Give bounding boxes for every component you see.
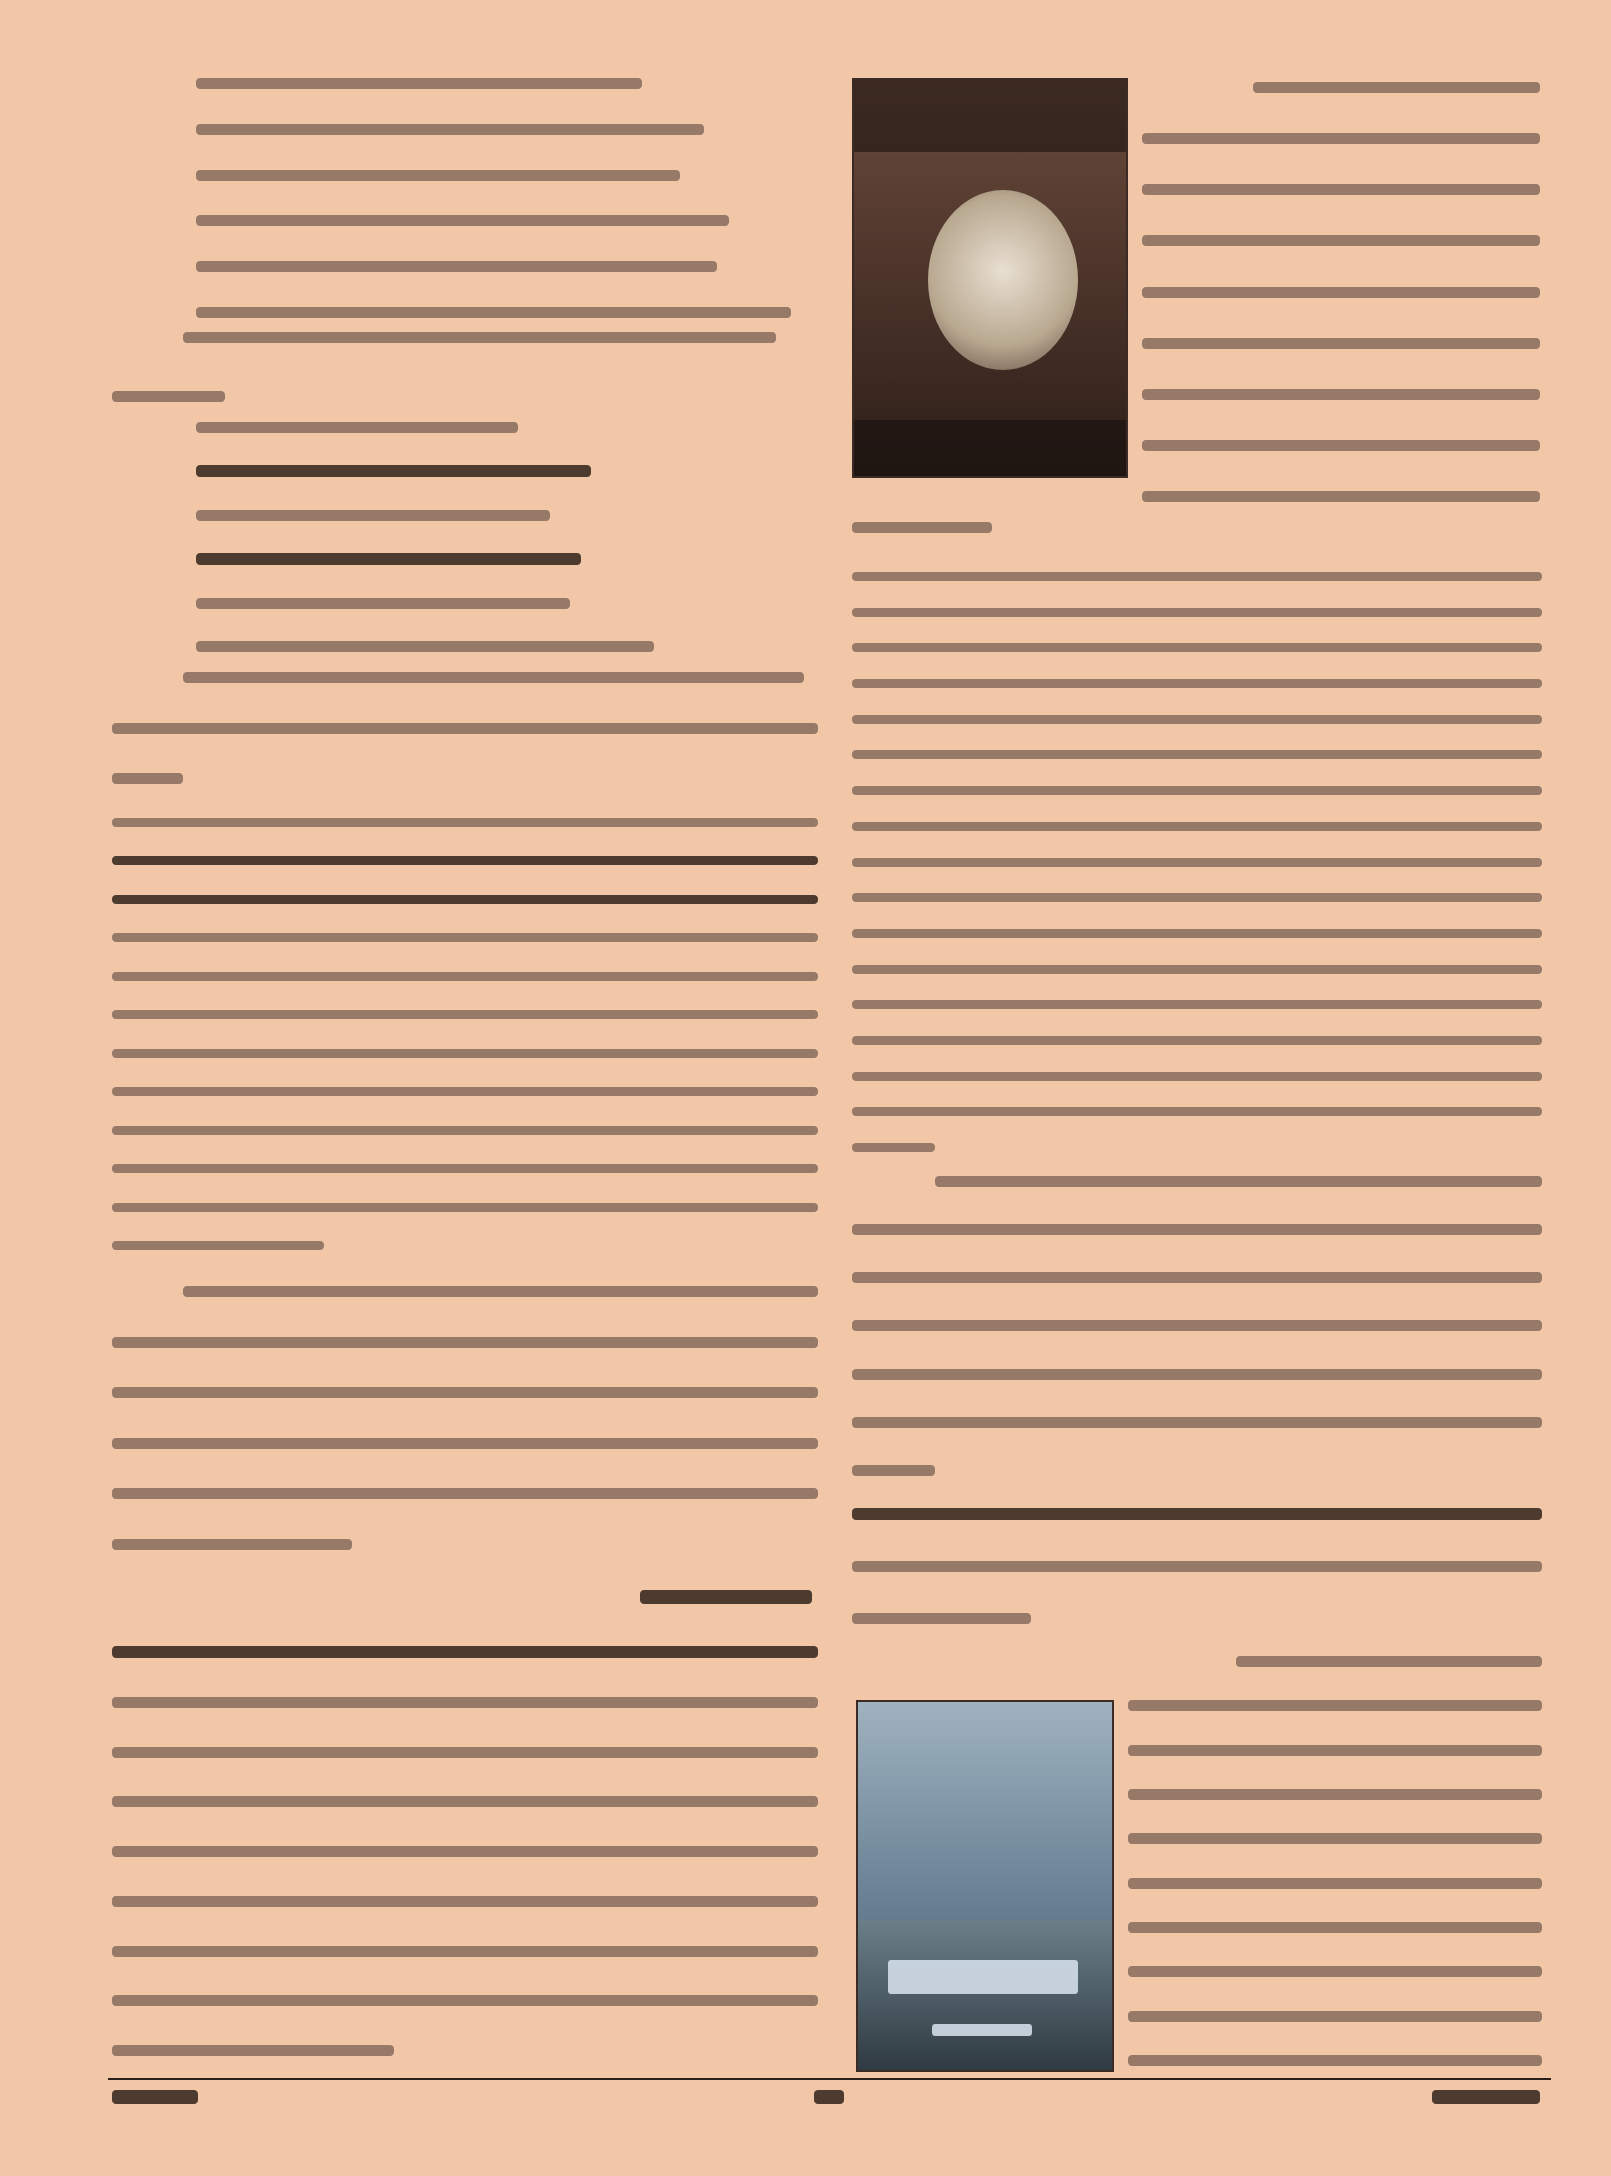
right-paragraph-1: [1142, 82, 1540, 502]
author-signature: [640, 1590, 812, 1604]
left-quote-block-2: [196, 422, 716, 652]
footer-date: [1432, 2090, 1540, 2104]
right-small-quote: [852, 572, 1542, 1152]
portrait-icon: [928, 190, 1078, 370]
book-cover-2-image: [856, 1700, 1114, 2072]
footer-page-number: [814, 2090, 844, 2104]
book-cover-1-image: [852, 78, 1128, 478]
right-paragraph-2: [852, 1176, 1542, 1476]
left-quote-block: [196, 78, 816, 318]
left-paragraph-1: [112, 332, 818, 402]
right-paragraph-3: [1128, 1656, 1542, 2066]
left-paragraph-2: [112, 672, 818, 784]
left-small-quote: [112, 818, 818, 1250]
footer-rule: [108, 2078, 1551, 2080]
left-paragraph-3: [112, 1286, 818, 1550]
footer-magazine-name: [112, 2090, 198, 2104]
right-lead-in: [852, 522, 992, 546]
right-publisher-info: [852, 1508, 1542, 1624]
left-book-details: [112, 1646, 818, 2056]
